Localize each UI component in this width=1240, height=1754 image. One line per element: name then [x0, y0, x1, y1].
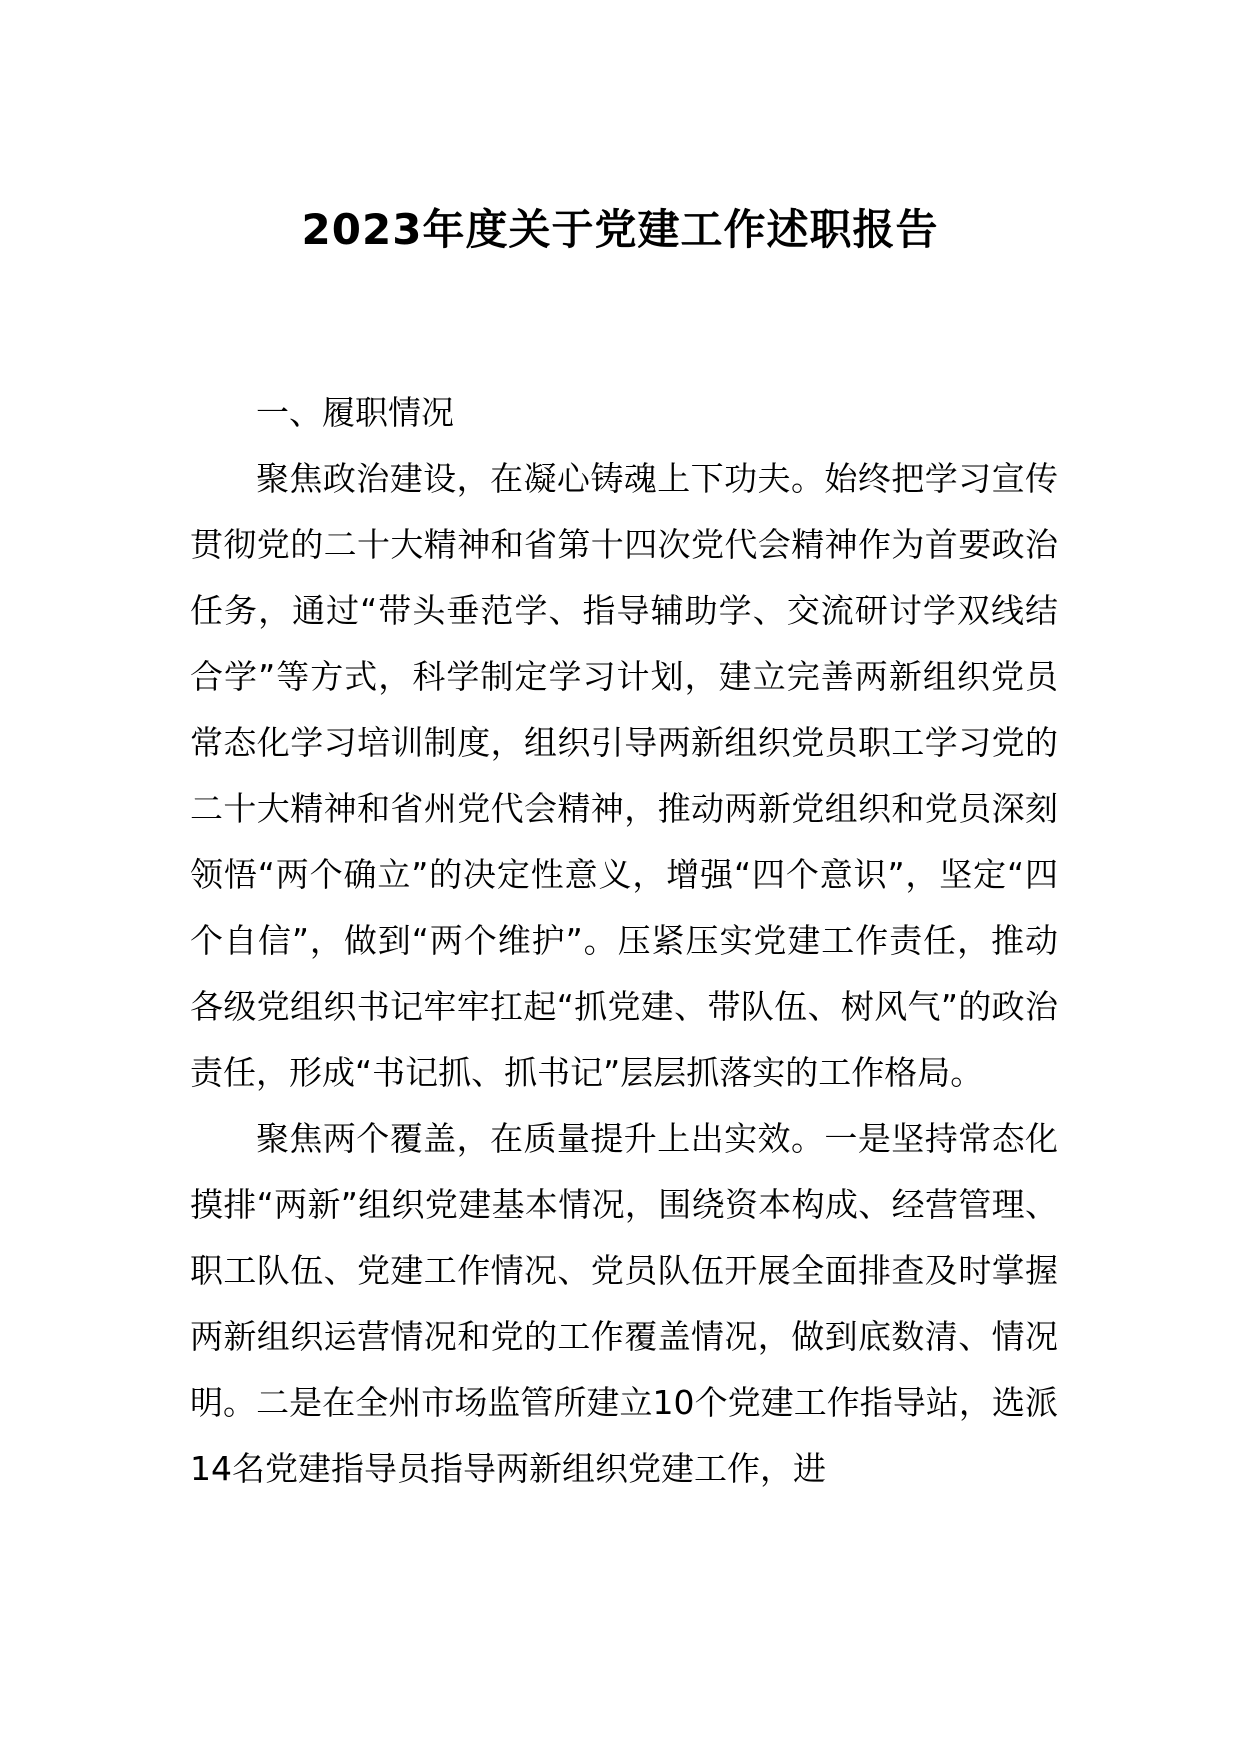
- document-title: 2023年度关于党建工作述职报告: [301, 205, 939, 254]
- document-body: [190, 380, 1058, 1502]
- body-paragraph: 聚焦两个覆盖，在质量提升上出实效。一是坚持常态化摸排“两新”组织党建基本情况，围绕资本构成、经营管理、职工队伍、党建工作情况、党员队伍开展全面排查及时掌握两新组织运营情况和党的工作覆盖情况，做到底数清、情况明。二是在全州市场监管所建立10个党建工作指导站，选派14名党建指导员指导两新组织党建工作，进: [190, 1119, 1058, 1488]
- section-heading: 一、履职情况: [256, 393, 454, 432]
- body-paragraph: 聚焦政治建设，在凝心铸魂上下功夫。始终把学习宣传贯彻党的二十大精神和省第十四次党代会精神作为首要政治任务，通过“带头垂范学、指导辅助学、交流研讨学双线结合学”等方式，科学制定学习计划，建立完善两新组织党员常态化学习培训制度，组织引导两新组织党员职工学习党的二十大精神和省州党代会精神，推动两新党组织和党员深刻领悟“两个确立”的决定性意义，增强“四个意识”，坚定“四个自信”，做到“两个维护”。压紧压实党建工作责任，推动各级党组织书记牢牢扛起“抓党建、带队伍、树风气”的政治责任，形成“书记抓、抓书记”层层抓落实的工作格局。: [190, 459, 1058, 1092]
